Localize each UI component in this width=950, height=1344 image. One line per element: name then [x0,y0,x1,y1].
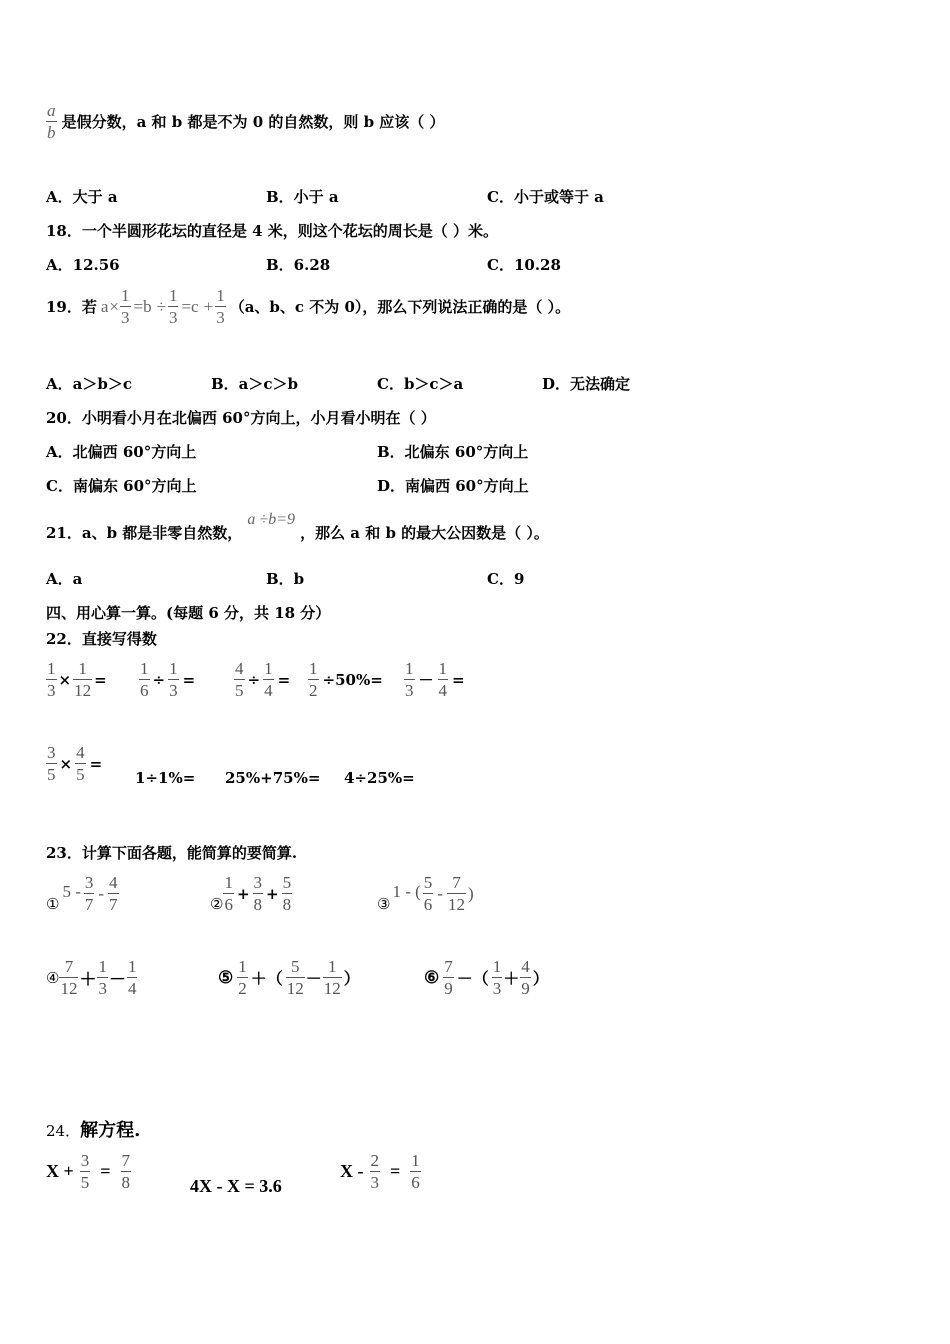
q23-problem-5: ⑤ $\frac{1}{2}$ ＋（ $\frac{5}{12}$ － $\frac{1}{12}$ ） [218,957,360,998]
q20-option-c[interactable]: C．南偏东 60°方向上 [46,477,197,495]
section-4-title: 四、用心算一算。(每题 6 分，共 18 分） [46,604,331,622]
q18-option-a[interactable]: A．12.56 [46,256,120,274]
q19-option-c[interactable]: C．b＞c＞a [377,375,464,393]
q22-row2-item-4: 4÷25%= [344,769,415,787]
q24-equation-2: 4X - X = 3.6 [190,1176,282,1196]
q17-stem: $\frac{a}{b}$ 是假分数，a 和 b 都是不为 0 的自然数，则 b 应该（ ） [47,101,445,142]
q21-expression: a ÷b=9 [247,511,295,528]
q22-row1-item-2: $\frac{1}{6}$ ÷ $\frac{1}{3}$ = [140,659,196,700]
q18-option-c[interactable]: C．10.28 [487,256,561,274]
q19-expression: a × $\frac{1}{3}$ =b ÷ $\frac{1}{3}$ =c + $\frac{1}{3}$ [100,286,225,327]
q22-row1-item-5: $\frac{1}{3}$ － $\frac{1}{4}$ = [405,659,465,700]
q21-option-a[interactable]: A．a [46,570,83,588]
q18-option-b[interactable]: B．6.28 [266,256,331,274]
q17-option-b[interactable]: B．小于 a [266,188,339,206]
q22-row1-item-3: $\frac{4}{5}$ ÷ $\frac{1}{4}$ = [235,659,291,700]
q19-stem: 19．若 a × $\frac{1}{3}$ =b ÷ $\frac{1}{3}$ =c + $\frac{1}{3}$ （a、b、c 不为 0），那么下列说法正确的是（ ）。 [46,286,571,327]
q22-row2-item-2: 1÷1%= [135,769,196,787]
q24-equation-1: X + $\frac{3}{5}$ = $\frac{7}{8}$ [46,1151,131,1192]
q22-row1-item-4: $\frac{1}{2}$ ÷50%= [309,659,383,700]
q20-option-b[interactable]: B．北偏东 60°方向上 [377,443,529,461]
q23-problem-1: ① 5 - $\frac{3}{7}$ - $\frac{4}{7}$ [46,873,118,914]
q17-option-a[interactable]: A．大于 a [46,188,118,206]
q23-problem-6: ⑥ $\frac{7}{9}$ －（ $\frac{1}{3}$ ＋ $\frac{4}{9}$ ） [424,957,549,998]
q24-equation-3: X - $\frac{2}{3}$ = $\frac{1}{6}$ [340,1151,420,1192]
q21-stem: 21．a、b 都是非零自然数， a ÷b=9 ，那么 a 和 b 的最大公因数是（ ）。 [46,511,549,542]
q20-option-a[interactable]: A．北偏西 60°方向上 [46,443,197,461]
q21-option-c[interactable]: C．9 [487,570,525,588]
q22-row2-item-3: 25%+75%= [225,769,321,787]
q18-stem: 18．一个半圆形花坛的直径是 4 米，则这个花坛的周长是（ ）米。 [46,222,498,240]
q23-problem-3: ③ 1 - ( $\frac{5}{6}$ - $\frac{7}{12}$ ) [377,873,474,914]
q20-stem: 20．小明看小月在北偏西 60°方向上，小月看小明在（ ） [46,409,436,427]
q23-problem-2: ② $\frac{1}{6}$ + $\frac{3}{8}$ + $\frac{5}{8}$ [210,873,292,914]
q23-title: 23．计算下面各题，能简算的要简算. [46,844,298,862]
q17-option-c[interactable]: C．小于或等于 a [487,188,604,206]
q19-option-a[interactable]: A．a＞b＞c [46,375,132,393]
q24-title: 24．解方程. [46,1120,141,1141]
q20-option-d[interactable]: D．南偏西 60°方向上 [377,477,529,495]
q22-row2-item-1: $\frac{3}{5}$ × $\frac{4}{5}$ = [47,743,103,784]
q21-option-b[interactable]: B．b [266,570,305,588]
q17-fraction: $\frac{a}{b}$ [47,101,56,142]
q23-problem-4: ④ $\frac{7}{12}$ ＋ $\frac{1}{3}$ － $\frac{1}{4}$ [46,957,137,998]
q22-title: 22．直接写得数 [46,630,157,648]
q22-row1-item-1: $\frac{1}{3}$ × $\frac{1}{12}$ = [47,659,107,700]
q19-option-b[interactable]: B．a＞c＞b [211,375,299,393]
q19-option-d[interactable]: D．无法确定 [542,375,631,393]
